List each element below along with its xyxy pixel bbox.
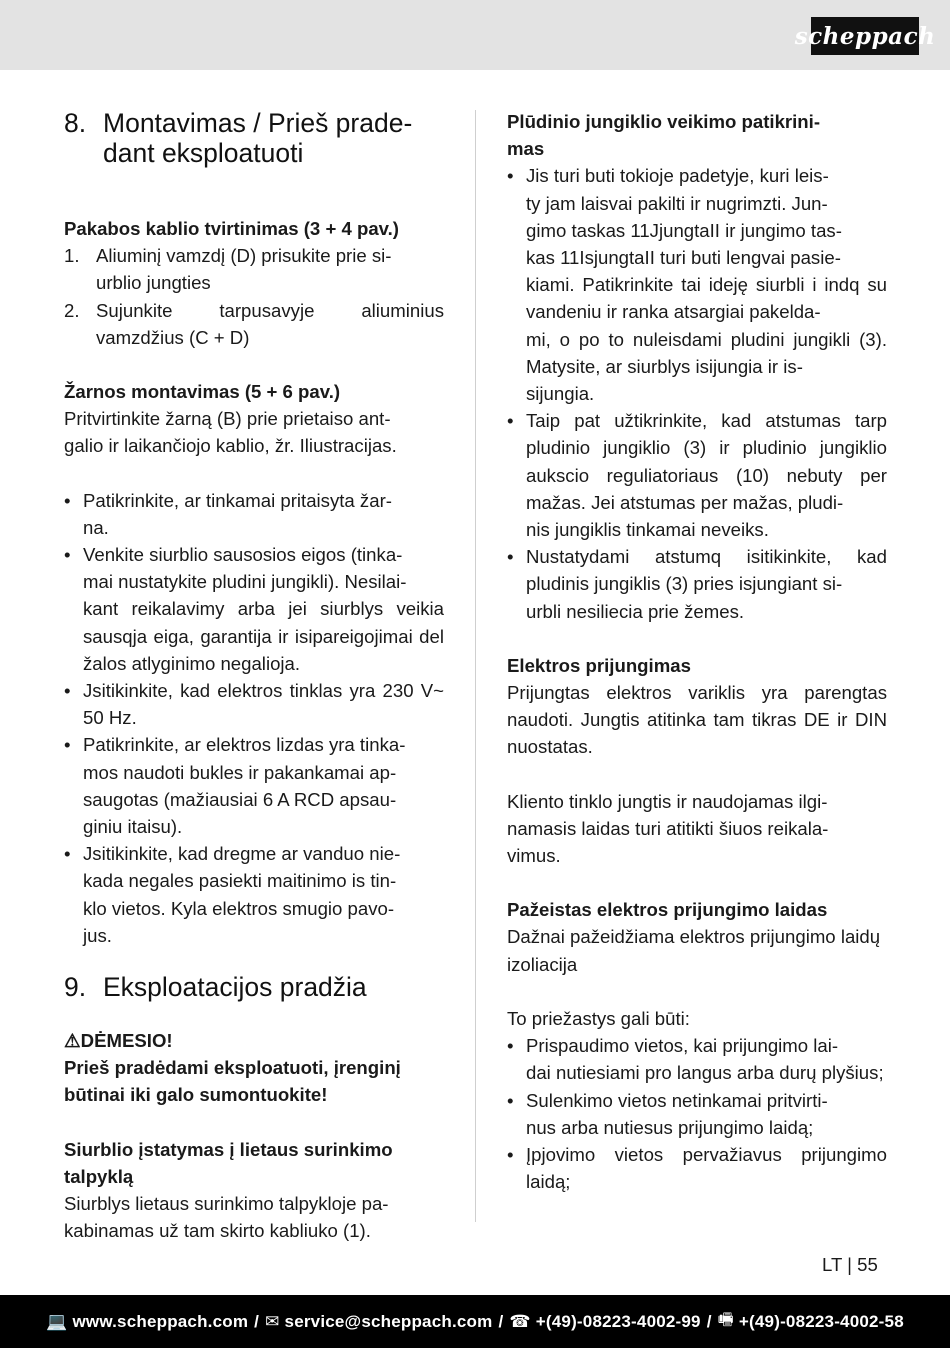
- causes-intro: To priežastys gali būti:: [507, 1007, 690, 1029]
- hose-text: Pritvirtinkite žarną (B) prie prietaiso ant- galio ir laikančiojo kablio, žr. Iliustracijas.: [64, 408, 397, 457]
- list-item: • Venkite siurblio sausosios eigos (tinka- mai nustatykite pludini jungikli). Nesilai- kant reikalavimy arba jei siurblys veikia sausqja eiga, garantija ir isipareigojimai del žalos atlyginimo negalioja.: [64, 541, 444, 677]
- section-8-title: Montavimas / Prieš prade- dant eksploatuoti: [103, 108, 413, 168]
- step-text: Sujunkite tarpusavyje aliuminius: [96, 299, 444, 321]
- list-item-text: Venkite siurblio sausosios eigos (tinka- mai nustatykite pludini jungikli). Nesilai- kant reikalavimy arba jei siurblys veikia sausqja eiga, garantija ir isipareigojimai del žalos atlyginimo negalioja.: [83, 544, 444, 674]
- list-item: • Taip pat užtikrinkite, kad atstumas tarp pludinio jungiklio (3) ir pludinio jungiklio aukscio reguliatoriaus (10) nebuty per mažas. Jei atstumas per mažas, pludi- nis jungiklis tinkamai neveiks.: [507, 407, 887, 543]
- scheppach-logo: scheppach: [811, 17, 919, 55]
- right-column: [507, 108, 887, 1195]
- list-item: • Patikrinkite, ar elektros lizdas yra tinka- mos naudoti bukles ir pakankamai ap- saugotas (mažiausiai 6 A RCD apsau- giniu itaisu).: [64, 731, 444, 840]
- page-separator: |: [847, 1254, 852, 1275]
- install-title: Siurblio įstatymas į lietaus surinkimo talpyklą: [64, 1138, 393, 1187]
- section-8-number: 8.: [64, 108, 87, 138]
- hook-steps: [64, 242, 444, 351]
- warning-line: [64, 1027, 444, 1054]
- column-divider: [475, 110, 476, 1222]
- hose-title: Žarnos montavimas (5 + 6 pav.): [64, 381, 341, 403]
- section-8-heading: [64, 108, 444, 168]
- language-code: LT: [822, 1254, 842, 1275]
- computer-icon: 💻: [46, 1311, 68, 1331]
- list-item-text: Patikrinkite, ar tinkamai pritaisyta žar- na.: [83, 489, 392, 538]
- list-item-text: Jsitikinkite, kad dregme ar vanduo nie- kada negales pasiekti maitinimo is tin- klo vietos. Kyla elektros smugio pavo- jus.: [83, 843, 401, 946]
- list-item: • Įpjovimo vietos pervažiavus prijungimo laidą;: [507, 1141, 887, 1195]
- hook-step: [64, 242, 444, 296]
- list-item: • Patikrinkite, ar tinkamai pritaisyta žar- na.: [64, 487, 444, 541]
- list-item: • Sulenkimo vietos netinkamai pritvirti- nus arba nutiesus prijungimo laidą;: [507, 1087, 887, 1141]
- causes-list: [507, 1032, 887, 1195]
- list-item: • Jis turi buti tokioje padetyje, kuri leis- ty jam laisvai pakilti ir nugrimzti. Jun- gimo taskas 11JjungtaII ir jungimo tas- kas 11IsjungtaII turi buti lengvai pasie- kiami. Patikrinkite tai ideję siurbli i indq su vandeniu ir ranka atsargiai pakelda- mi, o po to nuleisdami pludini jungikli (3). Matysite, ar siurblys isijungia ir is- sijungia.: [507, 162, 887, 407]
- warning-label: DĖMESIO!: [80, 1030, 173, 1052]
- step-number: 1.: [64, 245, 80, 267]
- damaged-title: Pažeistas elektros prijungimo laidas: [507, 899, 828, 921]
- step-number: 2.: [64, 299, 80, 321]
- damaged-text: Dažnai pažeidžiama elektros prijungimo laidų izoliacija: [507, 926, 881, 975]
- list-item: • Jsitikinkite, kad elektros tinklas yra 230 V~ 50 Hz.: [64, 677, 444, 731]
- step-text: Aliuminį vamzdį (D) prisukite prie si- urblio jungties: [96, 245, 392, 294]
- left-column: [64, 108, 444, 1245]
- install-text: Siurblys lietaus surinkimo talpykloje pa- kabinamas už tam skirto kabliuko (1).: [64, 1193, 389, 1242]
- footer-separator: /: [254, 1311, 260, 1331]
- hook-step: [64, 297, 444, 324]
- footer-separator: /: [498, 1311, 504, 1331]
- list-item: • Prispaudimo vietos, kai prijungimo lai- dai nutiesiami pro langus arba durų plyšius;: [507, 1032, 887, 1086]
- website-link[interactable]: www.scheppach.com: [72, 1311, 249, 1331]
- list-item-text: Įpjovimo vietos pervažiavus prijungimo laidą;: [526, 1143, 887, 1193]
- section-9-title: Eksploatacijos pradžia: [103, 972, 367, 1003]
- check-list: [64, 487, 444, 949]
- section-9-heading: [64, 972, 444, 1002]
- list-item-text: Jis turi buti tokioje padetyje, kuri leis- ty jam laisvai pakilti ir nugrimzti. Jun- gimo taskas 11JjungtaII ir jungimo tas- kas 11IsjungtaII turi buti lengvai pasie- kiami. Patikrinkite tai ideję siurbli i indq su vandeniu ir ranka atsargiai pakelda- mi, o po to nuleisdami pludini jungikli (3). Matysite, ar siurblys isijungia ir is- sijungia.: [526, 165, 887, 405]
- list-item-text: Patikrinkite, ar elektros lizdas yra tinka- mos naudoti bukles ir pakankamai ap- saugotas (mažiausiai 6 A RCD apsau- giniu itaisu).: [83, 734, 406, 838]
- phone-icon: ☎: [509, 1311, 531, 1331]
- list-item-text: Nustatydami atstumq isitikinkite, kad pludinis jungiklis (3) pries isjungiant si- urbli nesiliecia prie žemes.: [526, 546, 887, 622]
- list-item: • Jsitikinkite, kad dregme ar vanduo nie- kada negales pasiekti maitinimo is tin- klo vietos. Kyla elektros smugio pavo- jus.: [64, 840, 444, 949]
- step-text-cont: vamzdžius (C + D): [96, 326, 250, 348]
- warning-icon: ⚠: [64, 1030, 81, 1052]
- list-item: • Nustatydami atstumq isitikinkite, kad pludinis jungiklis (3) pries isjungiant si- urbli nesiliecia prie žemes.: [507, 543, 887, 625]
- footer-separator: /: [706, 1311, 712, 1331]
- email-link[interactable]: service@scheppach.com: [284, 1311, 493, 1331]
- page-number-value: 55: [857, 1254, 878, 1275]
- page-number: [822, 1254, 878, 1276]
- list-item-text: Sulenkimo vietos netinkamai pritvirti- nus arba nutiesus prijungimo laidą;: [526, 1089, 828, 1138]
- elec-text-1: Prijungtas elektros variklis yra parengtas naudoti. Jungtis atitinka tam tikras DE ir DIN nuostatas.: [507, 682, 887, 758]
- mail-icon: ✉: [265, 1311, 280, 1331]
- list-item-text: Taip pat užtikrinkite, kad atstumas tarp pludinio jungiklio (3) ir pludinio jungiklio aukscio reguliatoriaus (10) nebuty per mažas. Jei atstumas per mažas, pludi- nis jungiklis tinkamai neveiks.: [526, 410, 887, 541]
- float-title: Plūdinio jungiklio veikimo patikrini- mas: [507, 111, 821, 160]
- list-item-text: Prispaudimo vietos, kai prijungimo lai- dai nutiesiami pro langus arba durų plyšius;: [526, 1035, 884, 1084]
- phone-number[interactable]: +(49)-08223-4002-99: [535, 1311, 701, 1331]
- elec-text-2: Kliento tinklo jungtis ir naudojamas ilgi- namasis laidas turi atitikti šiuos reikala- vimus.: [507, 790, 829, 867]
- float-list: [507, 162, 887, 624]
- list-item-text: Jsitikinkite, kad elektros tinklas yra 230 V~ 50 Hz.: [83, 680, 444, 729]
- header-bar: [0, 0, 950, 70]
- fax-number[interactable]: +(49)-08223-4002-58: [738, 1311, 904, 1331]
- warning-text: Prieš pradėdami eksploatuoti, įrenginį būtinai iki galo sumontuokite!: [64, 1057, 401, 1106]
- footer-bar: [0, 1295, 950, 1348]
- hook-step-cont: [64, 324, 444, 351]
- elec-title: Elektros prijungimas: [507, 654, 691, 676]
- fax-icon: 🖷: [717, 1310, 734, 1329]
- section-9-number: 9.: [64, 972, 87, 1003]
- hook-title: Pakabos kablio tvirtinimas (3 + 4 pav.): [64, 218, 399, 239]
